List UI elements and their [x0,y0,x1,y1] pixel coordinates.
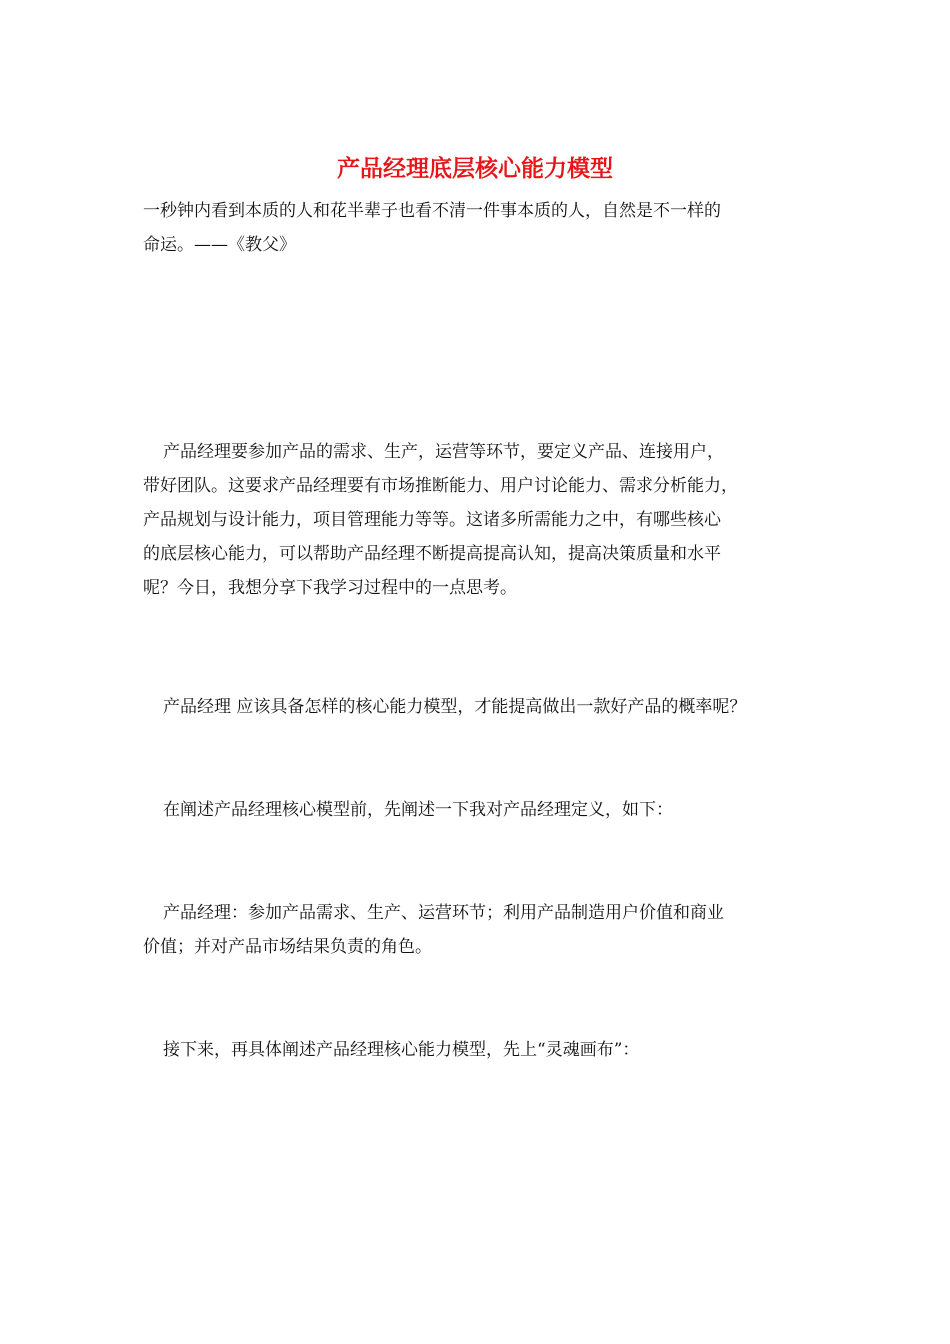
question-line: 产品经理 应该具备怎样的核心能力模型，才能提高做出一款好产品的概率呢？ [163,697,747,717]
definition-line: 产品经理：参加产品需求、生产、运营环节；利用产品制造用户价值和商业 [163,903,724,923]
definition-paragraph [143,896,823,964]
definition-line: 价值；并对产品市场结果负责的角色。 [143,937,432,957]
intro-paragraph [143,435,823,605]
intro-line: 的底层核心能力，可以帮助产品经理不断提高提高认知，提高决策质量和水平 [143,544,721,564]
intro-line: 带好团队。这要求产品经理要有市场推断能力、用户讨论能力、需求分析能力， [143,476,738,496]
next-line: 接下来，再具体阐述产品经理核心能力模型，先上“灵魂画布”： [163,1040,640,1060]
definition-lead-line: 在阐述产品经理核心模型前，先阐述一下我对产品经理定义，如下： [163,800,673,820]
intro-line: 产品规划与设计能力，项目管理能力等等。这诸多所需能力之中，有哪些核心 [143,510,721,530]
next-paragraph [143,1033,823,1067]
quote-paragraph [143,194,823,262]
question-paragraph [143,690,823,724]
quote-line: 一秒钟内看到本质的人和花半辈子也看不清一件事本质的人，自然是不一样的 [143,201,721,221]
quote-line: 命运。——《教父》 [143,235,296,255]
document-title: 产品经理底层核心能力模型 [337,155,613,182]
definition-lead-paragraph [143,793,823,827]
intro-line: 产品经理要参加产品的需求、生产，运营等环节，要定义产品、连接用户， [163,442,724,462]
intro-line: 呢？今日，我想分享下我学习过程中的一点思考。 [143,578,517,598]
